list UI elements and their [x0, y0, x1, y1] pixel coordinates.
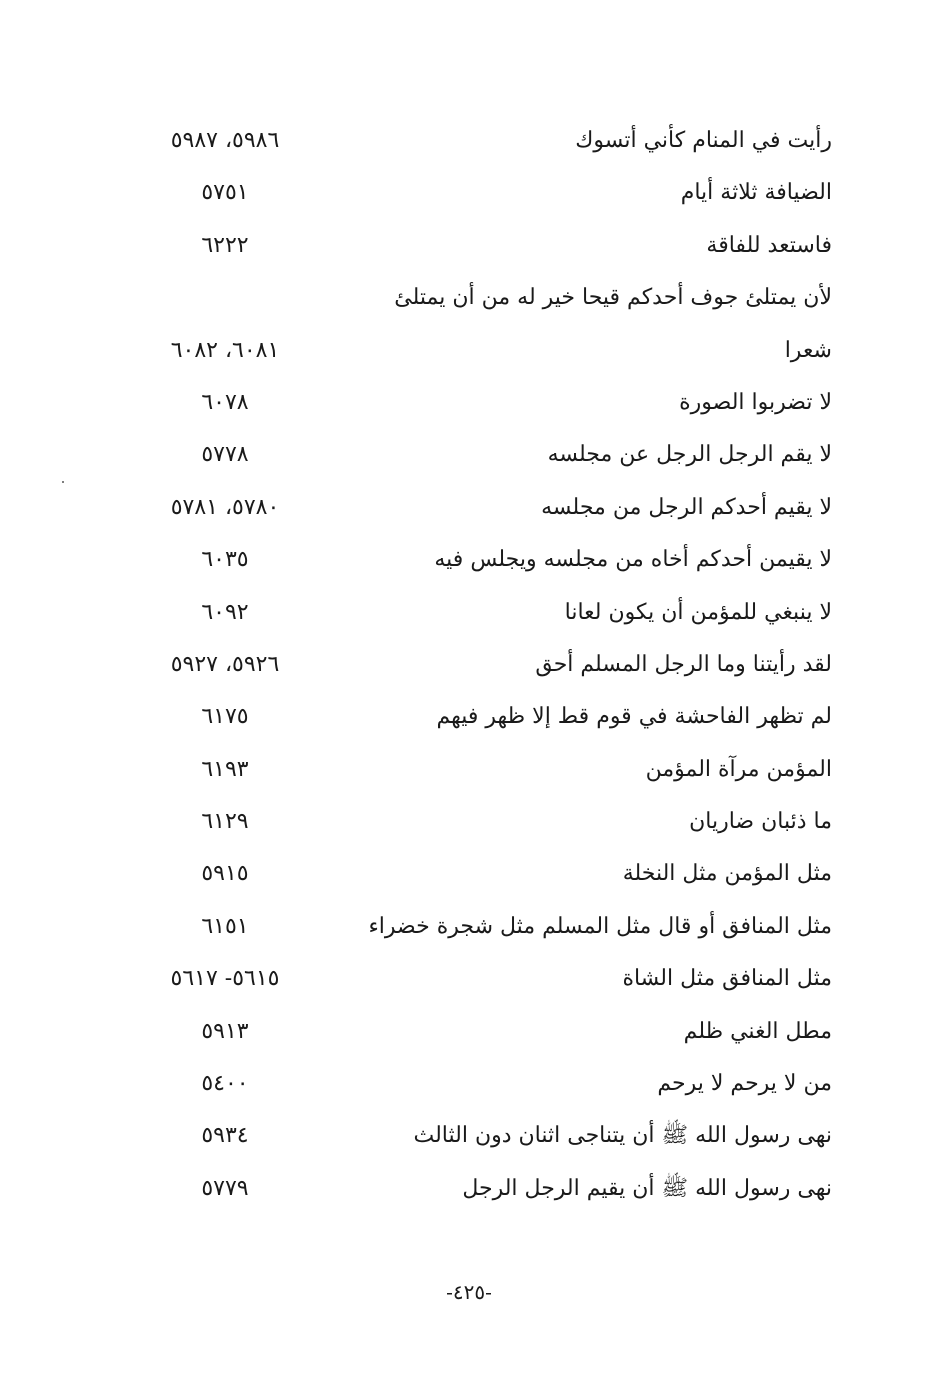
hadith-number: ٦١٩٣	[201, 756, 249, 782]
list-item	[120, 851, 832, 903]
hadith-text: المؤمن مرآة المؤمن	[645, 756, 832, 782]
list-item	[120, 380, 832, 432]
list-item	[120, 590, 832, 642]
hadith-text: لا يقيمن أحدكم أخاه من مجلسه ويجلس فيه	[434, 547, 832, 573]
hadith-text: لقد رأيتنا وما الرجل المسلم أحق	[535, 651, 832, 677]
list-item	[120, 170, 832, 222]
list-item	[120, 537, 832, 589]
hadith-number: ٥٧٧٨	[201, 442, 249, 468]
hadith-number: ٦٠٩٢	[201, 599, 249, 625]
list-item	[120, 328, 832, 380]
list-item	[120, 904, 832, 956]
hadith-text: مطل الغني ظلم	[683, 1018, 832, 1044]
hadith-text: ما ذئبان ضاريان	[689, 809, 832, 835]
hadith-text: لا ينبغي للمؤمن أن يكون لعانا	[564, 599, 832, 625]
hadith-number: ٥٦١٥- ٥٦١٧	[170, 966, 280, 992]
hadith-number: ٦٠٧٨	[201, 389, 249, 415]
list-item	[120, 642, 832, 694]
hadith-number: ٥٩١٥	[201, 861, 249, 887]
hadith-number: ٦٠٣٥	[201, 547, 249, 573]
list-item	[120, 956, 832, 1008]
hadith-text: نهى رسول الله ﷺ أن يقيم الرجل الرجل	[462, 1175, 832, 1201]
hadith-text: من لا يرحم لا يرحم	[657, 1071, 832, 1097]
hadith-number: ٥٧٥١	[201, 180, 249, 206]
list-item	[120, 694, 832, 746]
list-item	[120, 485, 832, 537]
hadith-index-list	[120, 118, 832, 1218]
list-item	[120, 118, 832, 170]
hadith-number: ٥٧٨٠، ٥٧٨١	[170, 494, 280, 520]
hadith-number: ٦٠٨١، ٦٠٨٢	[170, 337, 280, 363]
hadith-number: ٥٤٠٠	[201, 1071, 249, 1097]
hadith-text: الضيافة ثلاثة أيام	[680, 180, 832, 206]
hadith-text: شعرا	[784, 337, 832, 363]
list-item	[120, 1113, 832, 1165]
hadith-number: ٥٩٣٤	[201, 1123, 249, 1149]
hadith-text: فاستعد للفاقة	[706, 232, 832, 258]
hadith-number: ٥٩٨٦، ٥٩٨٧	[170, 128, 280, 153]
list-item	[120, 1061, 832, 1113]
list-item	[120, 432, 832, 484]
list-item	[120, 799, 832, 851]
hadith-number: ٥٧٧٩	[201, 1175, 249, 1201]
hadith-number: ٦١٥١	[201, 913, 249, 939]
hadith-number: ٦١٧٥	[201, 704, 249, 730]
scan-speck	[62, 481, 64, 483]
hadith-number: ٦٢٢٢	[201, 232, 249, 258]
hadith-number: ٥٩٢٦، ٥٩٢٧	[170, 651, 280, 677]
list-item	[120, 275, 832, 327]
hadith-text: مثل المنافق أو قال مثل المسلم مثل شجرة خضراء	[368, 913, 832, 939]
page-number: -٤٢٥-	[446, 1280, 492, 1304]
hadith-text: مثل المنافق مثل الشاة	[622, 966, 832, 992]
hadith-number: ٦١٢٩	[201, 809, 249, 835]
hadith-text: لا يقم الرجل الرجل عن مجلسه	[547, 442, 832, 468]
list-item	[120, 1166, 832, 1218]
hadith-text: لم تظهر الفاحشة في قوم قط إلا ظهر فيهم	[436, 704, 832, 730]
hadith-number: ٥٩١٣	[201, 1018, 249, 1044]
hadith-text: لأن يمتلئ جوف أحدكم قيحا خير له من أن يمتلئ	[394, 285, 832, 311]
hadith-text: رأيت في المنام كأني أتسوك	[575, 128, 832, 153]
list-item	[120, 223, 832, 275]
list-item	[120, 1009, 832, 1061]
list-item	[120, 747, 832, 799]
hadith-text: لا يقيم أحدكم الرجل من مجلسه	[541, 494, 832, 520]
hadith-text: مثل المؤمن مثل النخلة	[622, 861, 832, 887]
hadith-text: لا تضربوا الصورة	[679, 389, 832, 415]
hadith-text: نهى رسول الله ﷺ أن يتناجى اثنان دون الثالث	[413, 1123, 832, 1149]
